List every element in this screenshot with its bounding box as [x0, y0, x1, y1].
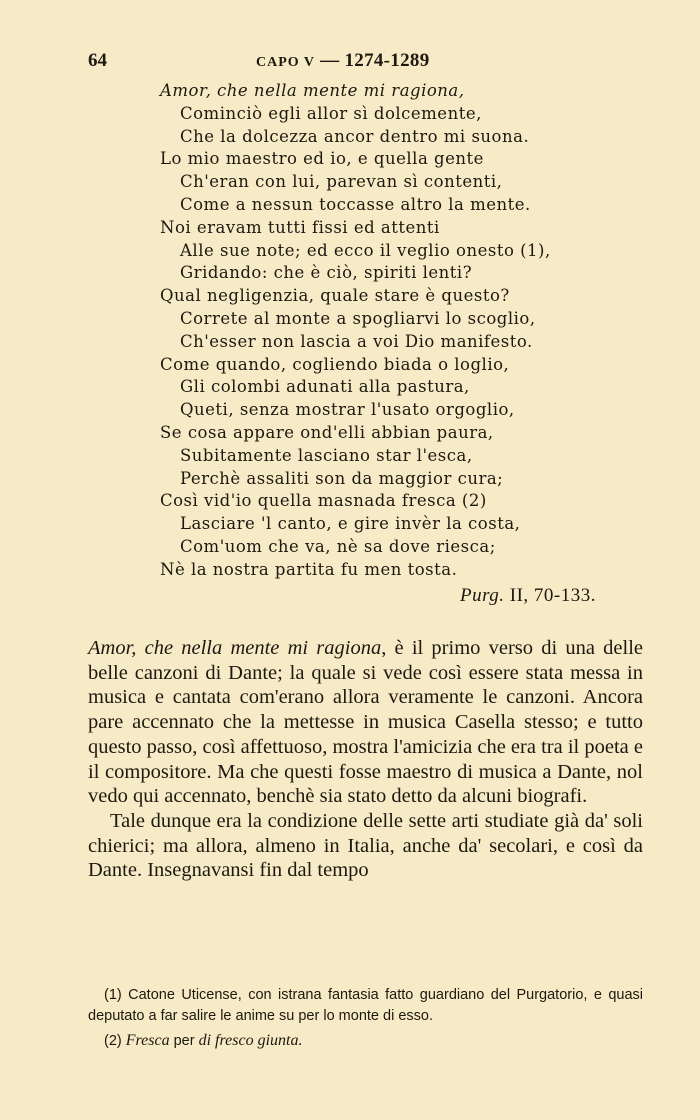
poem-line: Cominciò egli allor sì dolcemente,: [180, 103, 482, 123]
poem-line: Alle sue note; ed ecco il veglio onesto (1),: [180, 240, 551, 260]
poem-line: Queti, senza mostrar l'usato orgoglio,: [180, 400, 515, 420]
poem-line: Così vid'io quella masnada fresca (2): [160, 491, 487, 511]
poem-line: Com'uom che va, nè sa dove riesca;: [180, 536, 496, 556]
poem-line: Gridando: che è ciò, spiriti lenti?: [180, 263, 473, 283]
citation-reference: II, 70-133.: [504, 584, 596, 606]
poem-line: Come a nessun toccasse altro la mente.: [180, 194, 531, 214]
chapter-label: CAPO V: [256, 55, 316, 70]
footnotes: [88, 985, 643, 1052]
footnote-2-gloss: di fresco giunta.: [198, 1032, 303, 1049]
footnote-2-label: (2): [104, 1033, 126, 1049]
footnote-1: (1) Catone Uticense, con istrana fantasia fatto guardiano del Purgatorio, e quasi deputato a far salire le anime su per lo monte di esso.: [88, 987, 643, 1024]
poem-line: Ch'esser non lascia a voi Dio manifesto.: [180, 331, 533, 351]
paragraph: Tale dunque era la condizione delle sette arti studiate già da' soli chierici; ma allora, almeno in Italia, anche da' secolari, e così da Dante. Insegnavansi fin dal tempo: [88, 809, 643, 882]
running-head: [256, 50, 430, 72]
poem-quotation: [160, 80, 600, 609]
paragraph: [88, 636, 643, 809]
poem-line: Lo mio maestro ed io, e quella gente: [160, 149, 484, 169]
poem-line: Se cosa appare ond'elli abbian paura,: [160, 422, 494, 442]
poem-line: Gli colombi adunati alla pastura,: [180, 377, 470, 397]
poem-line: Subitamente lasciano star l'esca,: [180, 445, 473, 465]
poem-line: Lasciare 'l canto, e gire invèr la costa,: [180, 514, 521, 534]
poem-line: Correte al monte a spogliarvi lo scoglio,: [180, 308, 536, 328]
header-years: 1274-1289: [344, 50, 430, 71]
poem-citation: [160, 583, 600, 609]
footnote-2: [88, 1030, 643, 1052]
poem-line: Noi eravam tutti fissi ed attenti: [160, 217, 440, 237]
footnote-2-text: per: [169, 1033, 199, 1049]
poem-line: Che la dolcezza ancor dentro mi suona.: [180, 126, 530, 146]
poem-line: Qual negligenzia, quale stare è questo?: [160, 286, 510, 306]
poem-line: Nè la nostra partita fu men tosta.: [160, 559, 458, 579]
paragraph-text: , è il primo verso di una delle belle canzoni di Dante; la quale si vede così essere stata messa in musica e cantata com'erano allora veramente le canzoni. Ancora pare accennato che la mettesse in musica Casella stesso; e tutto questo passo, così affettuoso, mostra l'amicizia che era tra il poeta e il compositore. Ma che questi fosse maestro di musica a Dante, nol vedo qui accennato, benchè sia stato detto da alcuni biografi.: [88, 637, 643, 808]
citation-work: Purg.: [459, 584, 505, 606]
poem-line: Come quando, cogliendo biada o loglio,: [160, 354, 510, 374]
poem-line: Perchè assaliti son da maggior cura;: [180, 468, 504, 488]
quoted-verse: Amor, che nella mente mi ragiona: [88, 637, 382, 659]
footnote-2-term: Fresca: [125, 1032, 170, 1049]
page-number: 64: [88, 50, 107, 71]
header-dash: —: [320, 50, 340, 71]
body-text: [88, 636, 643, 883]
poem-line: Ch'eran con lui, parevan sì contenti,: [180, 172, 503, 192]
running-header: [88, 50, 608, 74]
poem-line: Amor, che nella mente mi ragiona,: [160, 81, 465, 100]
